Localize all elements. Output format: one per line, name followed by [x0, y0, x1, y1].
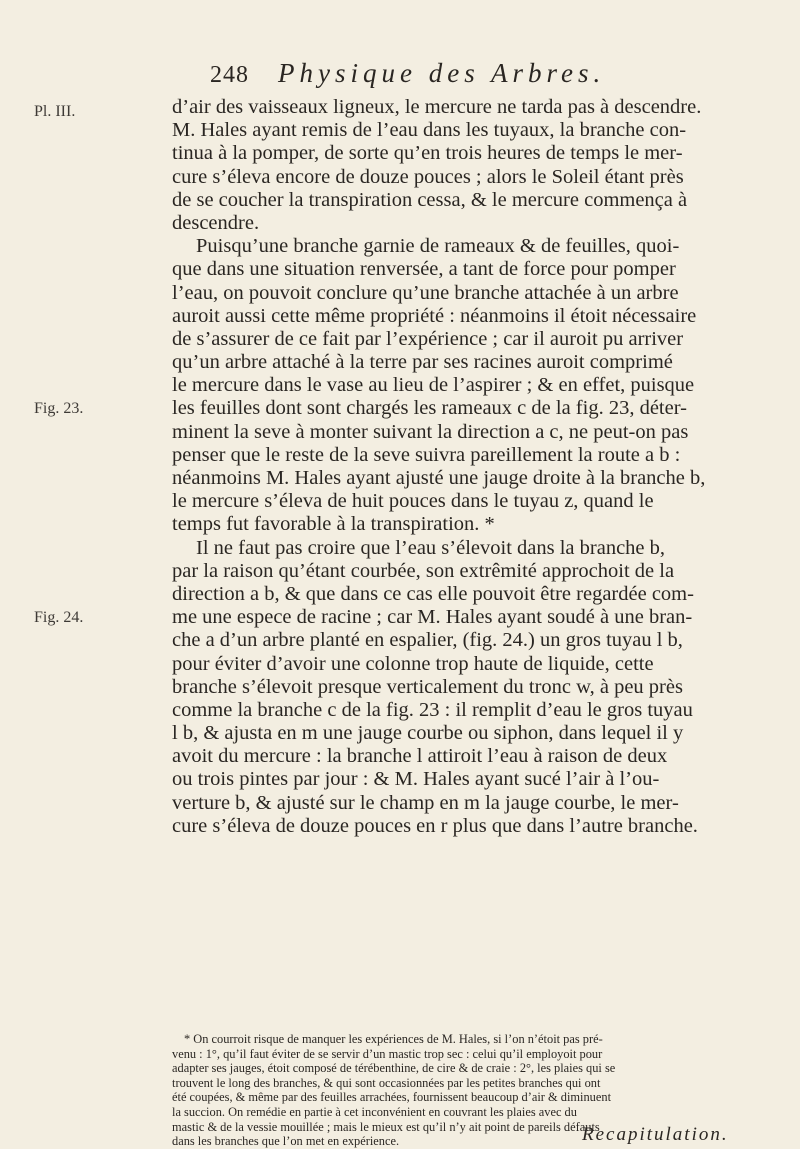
body-line: branche s’élevoit presque verticalement du tronc w, à peu près — [172, 675, 683, 698]
body-line: temps fut favorable à la transpiration. * — [172, 513, 495, 536]
margin-note-plate: Pl. III. — [34, 103, 76, 120]
body-line: auroit aussi cette même propriété : néanmoins il étoit nécessaire — [172, 304, 697, 327]
footnote-line: la succion. On remédie en partie à cet inconvénient en couvrant les plaies avec du — [172, 1104, 577, 1119]
body-line: qu’un arbre attaché à la terre par ses racines auroit comprimé — [172, 351, 673, 374]
body-line: l b, & ajusta en m une jauge courbe ou siphon, dans lequel il y — [172, 722, 684, 745]
body-line: l’eau, on pouvoit conclure qu’une branche attachée à un arbre — [172, 281, 679, 304]
body-line: néanmoins M. Hales ayant ajusté une jauge droite à la branche b, — [172, 467, 706, 489]
body-line: que dans une situation renversée, a tant de force pour pomper — [172, 258, 676, 281]
body-line: le mercure s’éleva de huit pouces dans le tuyau z, quand le — [172, 490, 654, 513]
body-line: cure s’éleva de douze pouces en r plus que dans l’autre branche. — [172, 814, 698, 837]
margin-notes — [0, 0, 160, 1147]
page-number: 248 — [210, 62, 249, 88]
footnote-line: dans les branches que l’on met en expérience. — [172, 1134, 400, 1149]
body-line: de se coucher la transpiration cessa, & le mercure commença à — [172, 188, 688, 211]
footnote-line: mastic & de la vessie mouillée ; mais le mieux est qu’il n’y ait point de pareils défauts — [172, 1119, 600, 1134]
body-line: M. Hales ayant remis de l’eau dans les tuyaux, la branche con- — [172, 119, 687, 142]
footnote-line: été coupées, & même par des feuilles arrachées, fournissent beaucoup d’air & diminuent — [172, 1090, 612, 1105]
margin-note-fig-24: Fig. 24. — [34, 609, 84, 626]
running-title: Physique des Arbres. — [278, 58, 606, 88]
body-line: Puisqu’une branche garnie de rameaux & de feuilles, quoi- — [196, 235, 680, 258]
body-line: d’air des vaisseaux ligneux, le mercure ne tarda pas à descendre. — [172, 96, 702, 118]
body-line: minent la seve à monter suivant la direction a c, ne peut-on pas — [172, 420, 689, 443]
body-line: me une espece de racine ; car M. Hales ayant soudé à une bran- — [172, 606, 693, 629]
catchword: Recapitulation. — [582, 1124, 729, 1145]
body-line: les feuilles dont sont chargés les rameaux c de la fig. 23, déter- — [172, 397, 687, 420]
body-line: penser que le reste de la seve suivra pareillement la route a b : — [172, 443, 681, 466]
footnote-line: adapter ses jauges, étoit composé de térébenthine, de cire & de craie : 2°, les plaies qui se — [172, 1061, 616, 1076]
footnote-line: * On courroit risque de manquer les expériences de M. Hales, si l’on n’étoit pas pré- — [184, 1032, 603, 1046]
body-text — [172, 96, 744, 838]
body-line: le mercure dans le vase au lieu de l’aspirer ; & en effet, puisque — [172, 374, 695, 397]
body-line: direction a b, & que dans ce cas elle pouvoit être regardée com- — [172, 582, 694, 605]
body-line: verture b, & ajusté sur le champ en m la jauge courbe, le mer- — [172, 791, 679, 814]
body-line: ou trois pintes par jour : & M. Hales ayant sucé l’air à l’ou- — [172, 768, 660, 791]
margin-note-fig-23: Fig. 23. — [34, 400, 84, 417]
page-header — [210, 48, 730, 88]
body-line: de s’assurer de ce fait par l’expérience ; car il auroit pu arriver — [172, 327, 684, 350]
body-line: descendre. — [172, 211, 260, 234]
body-line: comme la branche c de la fig. 23 : il remplit d’eau le gros tuyau — [172, 698, 693, 721]
body-line: cure s’éleva encore de douze pouces ; alors le Soleil étant près — [172, 165, 684, 188]
body-line: pour éviter d’avoir une colonne trop haute de liquide, cette — [172, 652, 654, 675]
footnote-line: trouvent le long des branches, & qui sont occasionnées par les petites branches qui ont — [172, 1075, 601, 1090]
body-line: tinua à la pomper, de sorte qu’en trois heures de temps le mer- — [172, 142, 683, 165]
body-line: avoit du mercure : la branche l attiroit l’eau à raison de deux — [172, 745, 668, 768]
body-line: par la raison qu’étant courbée, son extrêmité approchoit de la — [172, 559, 675, 582]
body-line: Il ne faut pas croire que l’eau s’élevoit dans la branche b, — [196, 536, 666, 559]
footnote-line: venu : 1°, qu’il faut éviter de se servir d’un mastic trop sec : celui qu’il employoit pour — [172, 1046, 603, 1061]
body-line: che a d’un arbre planté en espalier, (fig. 24.) un gros tuyau l b, — [172, 629, 683, 652]
